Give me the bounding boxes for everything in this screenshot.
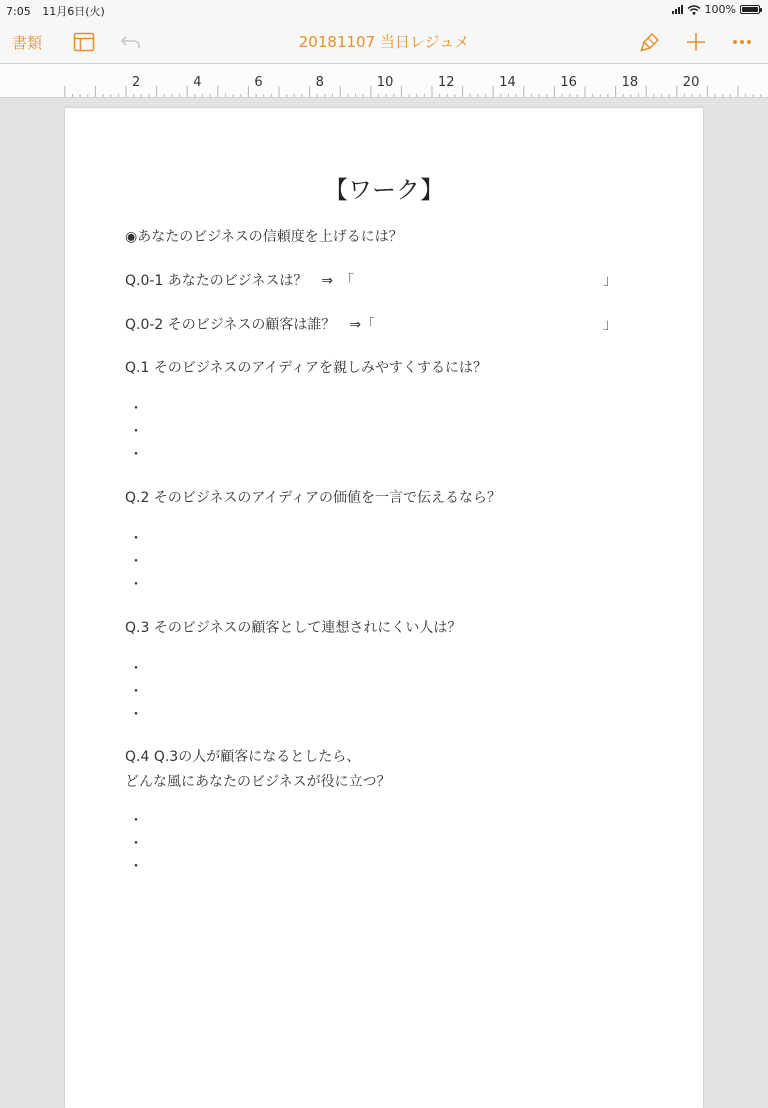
paintbrush-icon bbox=[639, 31, 661, 53]
bullet-item bbox=[129, 574, 143, 594]
ruler-label: 14 bbox=[499, 75, 516, 90]
answer-bracket-0-1: 」 bbox=[603, 273, 617, 289]
bullet-item bbox=[129, 528, 143, 548]
plus-icon bbox=[686, 32, 706, 52]
bullet-item bbox=[129, 833, 143, 853]
bullet-item bbox=[129, 398, 143, 418]
bullet-item bbox=[129, 810, 143, 830]
bullet-item bbox=[129, 551, 143, 571]
ruler[interactable] bbox=[0, 64, 768, 98]
ruler-label: 16 bbox=[560, 75, 577, 90]
bullet-item bbox=[129, 421, 143, 441]
answer-bracket-0-2: 」 bbox=[603, 317, 617, 333]
ruler-label: 12 bbox=[438, 75, 455, 90]
bullet-item bbox=[129, 444, 143, 464]
more-button[interactable] bbox=[728, 20, 756, 64]
intro-line: ◉あなたのビジネスの信頼度を上げるには？ bbox=[125, 229, 403, 245]
status-date: 11月6日(火) bbox=[42, 5, 105, 18]
bullet-item bbox=[129, 704, 143, 724]
view-options-button[interactable] bbox=[72, 20, 96, 64]
question-4-line-1: Q.4 Q.3の人が顧客になるとしたら、 bbox=[125, 749, 361, 765]
ruler-label: 20 bbox=[682, 75, 700, 90]
bullet-item bbox=[129, 856, 143, 876]
question-3: Q.3 そのビジネスの顧客として連想されにくい人は？ bbox=[125, 620, 462, 636]
ruler-label: 4 bbox=[193, 75, 202, 90]
question-4-line-2: どんな風にあなたのビジネスが役に立つ？ bbox=[125, 774, 391, 790]
status-time: 7:05 bbox=[6, 5, 31, 18]
question-0-2: Q.0-2 そのビジネスの顧客は誰？ ⇒「 bbox=[125, 317, 376, 333]
documents-button[interactable]: 書類 bbox=[12, 33, 43, 52]
battery-icon bbox=[740, 5, 760, 14]
document-title: 20181107 当日レジュメ bbox=[298, 33, 470, 51]
ruler-label: 18 bbox=[621, 75, 639, 90]
ruler-label: 8 bbox=[315, 75, 324, 90]
format-button[interactable] bbox=[636, 20, 664, 64]
ruler-scale bbox=[0, 64, 768, 98]
ellipsis-icon bbox=[732, 39, 752, 45]
battery-percent: 100% bbox=[704, 3, 736, 16]
ruler-label: 10 bbox=[376, 75, 394, 90]
wifi-icon bbox=[687, 5, 701, 15]
ruler-label: 6 bbox=[254, 75, 263, 90]
document-page[interactable] bbox=[65, 108, 703, 1108]
bullet-item bbox=[129, 658, 143, 678]
toolbar bbox=[0, 20, 768, 64]
question-0-1: Q.0-1 あなたのビジネスは？ ⇒ 「 bbox=[125, 273, 355, 289]
bullet-item bbox=[129, 681, 143, 701]
question-2: Q.2 そのビジネスのアイディアの価値を一言で伝えるなら？ bbox=[125, 490, 502, 506]
status-bar bbox=[0, 0, 768, 20]
page-heading: 【ワーク】 bbox=[324, 176, 444, 204]
undo-icon bbox=[120, 34, 142, 50]
add-button[interactable] bbox=[682, 20, 710, 64]
undo-button[interactable] bbox=[118, 20, 144, 64]
cellular-signal-icon bbox=[672, 5, 683, 14]
ruler-label: 2 bbox=[132, 75, 141, 90]
sidebar-layout-icon bbox=[73, 32, 95, 52]
question-1: Q.1 そのビジネスのアイディアを親しみやすくするには？ bbox=[125, 360, 488, 376]
